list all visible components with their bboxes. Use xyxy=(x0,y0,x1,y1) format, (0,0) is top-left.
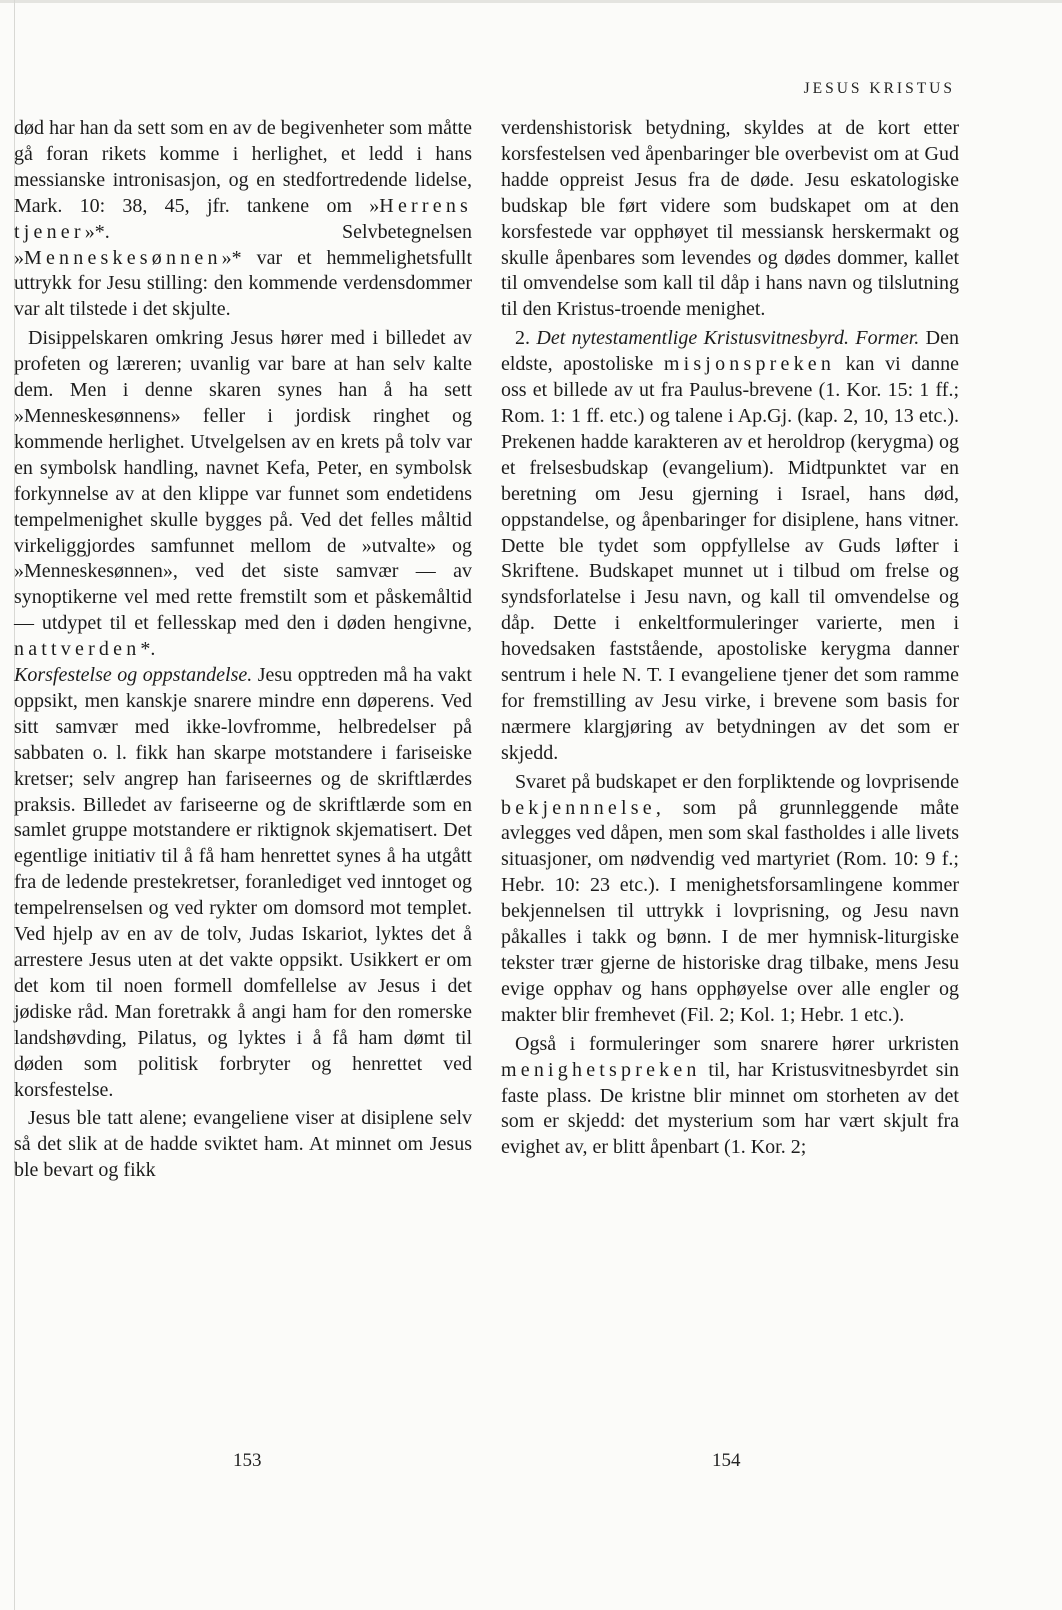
spaced-term: menighetspreken xyxy=(501,1058,701,1081)
paragraph: Disippelskaren omkring Jesus hører med i billedet av profeten og læreren; uvanlig var bare at han selv kalte dem. Men i denne skaren synes han å ha sett »Menneskesønnens» feller i jordisk ringhet og kommende herlighet. Utvelgelsen av en krets på tolv var en symbolsk handling, navnet Kefa, Peter, en symbolsk forkynnelse av at den klippe var funnet som endetidens tempelmenighet skulle bygges på. Ved det felles måltid virkeliggjordes samfunnet mellom de »utvalte» og »Menneskesønnen», ved det siste samvær — av synoptikerne vel med rette fremstilt som et påskemåltid — utdypet til et fellesskap med den i døden hengivne, nattverden*. xyxy=(14,327,472,661)
paragraph: Også i formuleringer som snarere hører urkristen menighetspreken til, har Kristusvitnesbyrdet sin faste plass. De kristne blir minnet om storheten av det som er skjedd: det mysterium som har vært skjult fra evighet av, er blitt åpenbart (1. Kor. 2; xyxy=(501,1032,959,1159)
running-head: JESUS KRISTUS xyxy=(803,80,955,97)
spaced-term: Herrens tjener xyxy=(14,194,472,243)
section-paragraph: 2. Det nytestamentlige Kristusvitnesbyrd. Former. Den eldste, apostoliske misjonspreken kan vi danne oss et billede av ut fra Paulus-brevene (1. Kor. 15: 1 ff.; Rom. 1: 1 ff. etc.) og talene i Ap.Gj. (kap. 2, 10, 13 etc.). Prekenen hadde karakteren av et heroldrop (kerygma) og et frelsesbudskap (evangelium). Midtpunktet var en beretning om Jesu gjerning i Israel, hans død, oppstandelse, og åpenbaringer for disiplene, hans vitner. Dette ble tydet som oppfyllelse av Guds løfter i Skriftene. Budskapet munnet ut i tilbud om frelse og syndsforlatelse i Jesu navn, og kall til omvendelse og dåp. Dette i enkeltformuleringer varierte, men i hovedsaken faststående, apostoliske kerygma danner sentrum i hele N. T. I evangeliene tjener det som ramme for fremstilling av Jesu virke, i brevene som basis for nærmere klargjøring av betydningen av det som er skjedd. xyxy=(501,327,960,764)
spaced-term: Menneskesønnen xyxy=(24,246,222,269)
spaced-term: nattverden xyxy=(14,638,141,661)
page-number-right: 154 xyxy=(712,1450,741,1471)
left-column xyxy=(14,116,472,1184)
spaced-term: misjonspreken xyxy=(663,353,836,376)
spaced-term: bekjennnelse xyxy=(501,796,656,819)
section-heading: Det nytestamentlige Kristusvitnesbyrd. Former. xyxy=(536,327,920,350)
right-column xyxy=(501,116,959,1161)
paragraph: Jesus ble tatt alene; evangeliene viser at disiplene selv så det slik at de hadde sviktet ham. At minnet om Jesus ble bevart og fikk xyxy=(14,1107,472,1182)
page-number-left: 153 xyxy=(233,1450,262,1471)
top-edge-rule xyxy=(0,0,1062,3)
paragraph: verdenshistorisk betydning, skyldes at de kort etter korsfestelsen ved åpenbaringer ble overbevist om at Gud hadde oppreist Jesus fra de døde. Jesu eskatologiske budskap ble ført videre som budskapet om at den korsfestede var opphøyet til messiansk herskermakt og skulle åpenbares som levendes og dødes dommer, kallet til omvendelse som kall til dåp i hans navn og tilslutning til den Kristus-troende menighet. xyxy=(501,117,959,321)
paragraph: død har han da sett som en av de begivenheter som måtte gå foran rikets komme i herlighet, et ledd i hans messianske intronisasjon, og en stedfortredende lidelse, Mark. 10: 38, 45, jfr. tankene om »Herrens tjener»*. Selvbetegnelsen »Menneskesønnen»* var et hemmelighetsfullt uttrykk for Jesu stilling: den kommende verdensdommer var alt tilstede i det skjulte. xyxy=(14,117,472,321)
section-heading: Korsfestelse og oppstandelse. xyxy=(14,664,253,687)
paragraph: Svaret på budskapet er den forpliktende og lovprisende bekjennnelse, som på grunnleggende måte avlegges ved dåpen, men som skal fastholdes i alle livets situasjoner, om nødvendig ved martyriet (Rom. 10: 9 f.; Hebr. 10: 23 etc.). I menighetsforsamlingene kommer bekjennelsen til uttrykk i lovprisning, og Jesu navn påkalles i takk og bønn. I de mer hymnisk-liturgiske tekster trær gjerne de historiske drag tilbake, mens Jesu evige opphav og hans opphøyelse over alle engler og makter blir fremhevet (Fil. 2; Kol. 1; Hebr. 1 etc.). xyxy=(501,770,959,1026)
section-paragraph: Korsfestelse og oppstandelse. Jesu opptreden må ha vakt oppsikt, men kanskje snarere mindre enn døperens. Ved sitt samvær med ikke-lovfromme, helbredelser på sabbaten o. l. fikk han skarpe motstandere i fariseiske kretser; selv angrep han fariseernes og de skriftlærdes praksis. Billedet av fariseerne og de skriftlærde som en samlet gruppe motstandere er riktignok skjematisert. Det egentlige initiativ til å få ham henrettet synes å ha utgått fra de ledende prestekretser, foranlediget ved inntoget og tempelrenselsen og ved rykter om domsord mot templet. Ved hjelp av en av de tolv, Judas Iskariot, lyktes det å arrestere Jesus uten at det vakte oppsikt. Usikkert er om det kom til noen formell domfellelse av Jesus i det jødiske råd. Man foretrakk å angi ham for den romerske landshøvding, Pilatus, og lyktes i å få ham dømt til døden som politisk forbryter og henrettet ved korsfestelse. xyxy=(14,664,472,1101)
